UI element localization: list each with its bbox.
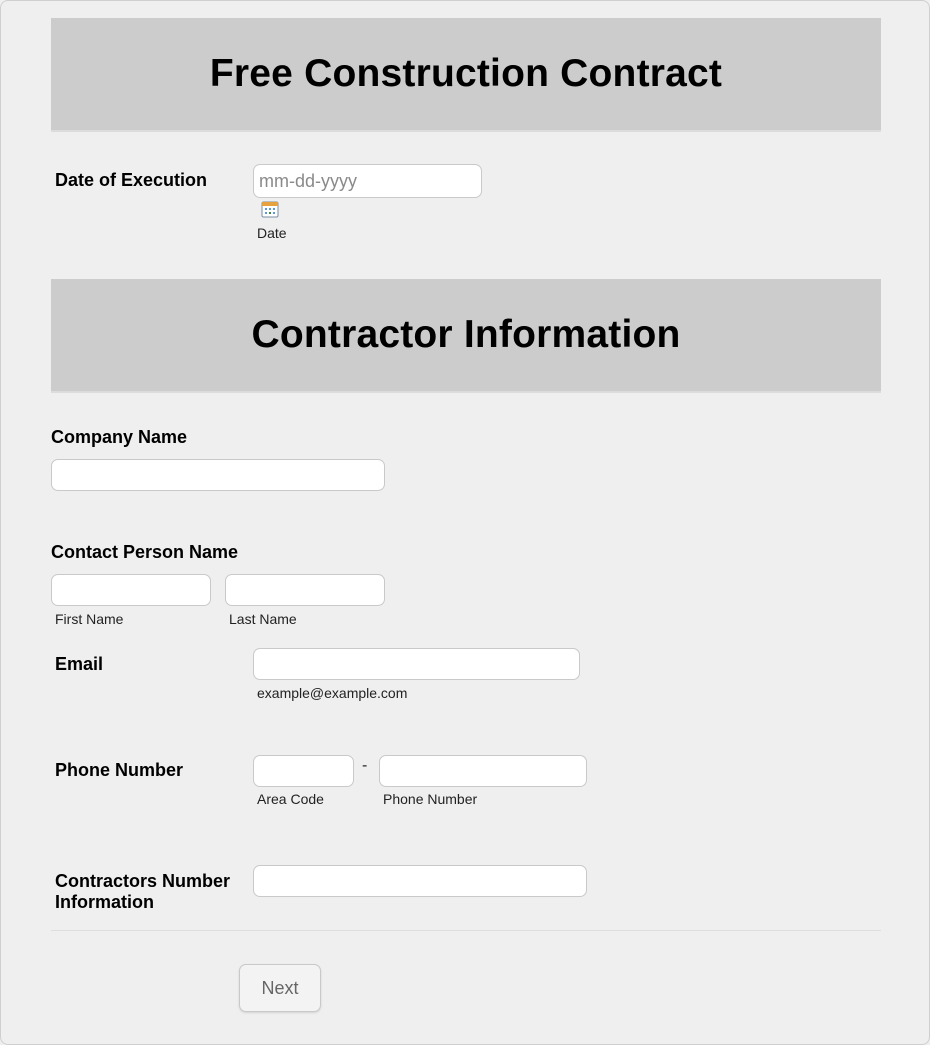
contractors-number-input[interactable] <box>253 865 587 897</box>
email-sublabel: example@example.com <box>257 685 408 701</box>
company-name-input[interactable] <box>51 459 385 491</box>
form-title-header <box>51 18 881 132</box>
contractors-number-label <box>55 871 230 913</box>
contact-person-label: Contact Person Name <box>51 542 239 562</box>
date-of-execution-input[interactable] <box>253 164 482 198</box>
calendar-icon[interactable] <box>261 200 279 218</box>
email-label: Email <box>55 654 104 674</box>
area-code-sublabel: Area Code <box>257 791 324 807</box>
email-input[interactable] <box>253 648 580 680</box>
first-name-input[interactable] <box>51 574 211 606</box>
section-title: Contractor Information <box>251 313 681 356</box>
form-divider <box>51 930 881 931</box>
date-of-execution-label: Date of Execution <box>55 170 208 190</box>
next-button[interactable]: Next <box>239 964 321 1012</box>
date-sublabel: Date <box>257 225 287 241</box>
phone-number-input[interactable] <box>379 755 587 787</box>
phone-number-sublabel: Phone Number <box>383 791 478 807</box>
phone-number-label: Phone Number <box>55 760 184 780</box>
form-title: Free Construction Contract <box>209 52 723 95</box>
company-name-label: Company Name <box>51 427 188 447</box>
phone-separator: - <box>362 757 368 774</box>
area-code-input[interactable] <box>253 755 354 787</box>
last-name-input[interactable] <box>225 574 385 606</box>
contractors-number-label-line1: Contractors Number <box>55 871 231 891</box>
first-name-sublabel: First Name <box>55 611 124 627</box>
contractors-number-label-line2: Information <box>55 892 154 912</box>
section-header-contractor <box>51 279 881 393</box>
last-name-sublabel: Last Name <box>229 611 297 627</box>
